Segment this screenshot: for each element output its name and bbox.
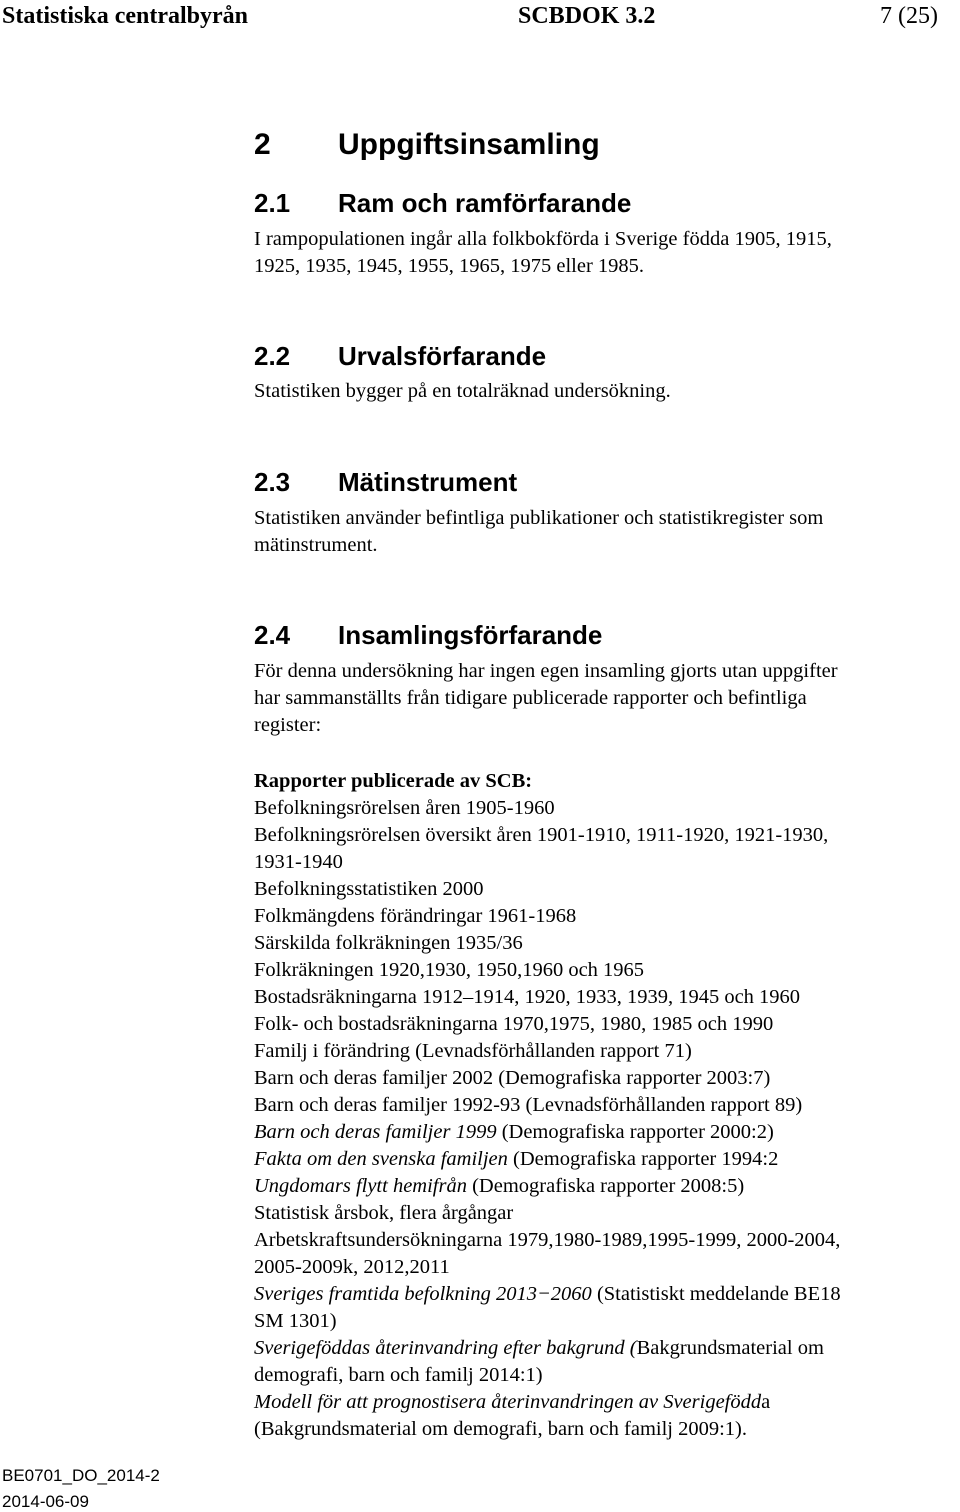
report-item-text: Statistisk årsbok, flera årgångar	[254, 1202, 514, 1224]
report-item-text: Arbetskraftsundersökningarna 1979,1980-1989,1995-1999, 2000-2004,	[254, 1229, 841, 1251]
report-item	[254, 876, 954, 903]
report-item	[254, 957, 954, 984]
report-item	[254, 984, 954, 1011]
report-item	[254, 1389, 954, 1416]
report-item	[254, 795, 954, 822]
report-item-italic-title: Barn och deras familjer 1999	[254, 1121, 497, 1143]
report-item-text: Särskilda folkräkningen 1935/36	[254, 932, 523, 954]
section-text-2-4	[254, 658, 944, 739]
report-item-text: Familj i förändring (Levnadsförhållanden rapport 71)	[254, 1040, 692, 1062]
report-item-text: Befolkningsstatistiken 2000	[254, 878, 484, 900]
report-item-text: SM 1301)	[254, 1310, 337, 1332]
report-item	[254, 849, 954, 876]
header-organization: Statistiska centralbyrån	[2, 3, 248, 29]
section-heading-2-1	[254, 188, 631, 218]
report-item-text: demografi, barn och familj 2014:1)	[254, 1364, 543, 1386]
report-item	[254, 1308, 954, 1335]
report-item-italic-title: Sverigeföddas återinvandring efter bakgrund (	[254, 1337, 637, 1359]
text-line: Statistiken använder befintliga publikationer och statistikregister som	[254, 507, 824, 529]
text-line: har sammanställts från tidigare publicerade rapporter och befintliga	[254, 687, 807, 709]
report-item-text: 2005-2009k, 2012,2011	[254, 1256, 450, 1278]
text-line: mätinstrument.	[254, 534, 378, 556]
report-item	[254, 1227, 954, 1254]
report-item	[254, 1038, 954, 1065]
section-text-2-1	[254, 226, 944, 280]
report-item-text: (Demografiska rapporter 1994:2	[507, 1148, 779, 1170]
report-item	[254, 1200, 954, 1227]
report-list	[254, 768, 954, 1443]
footer-document-id: BE0701_DO_2014-2	[2, 1466, 160, 1485]
chapter-number: 2	[254, 128, 271, 161]
report-item	[254, 1011, 954, 1038]
chapter-title: Uppgiftsinsamling	[338, 128, 600, 161]
report-item	[254, 822, 954, 849]
report-item-text: (Demografiska rapporter 2008:5)	[466, 1175, 745, 1197]
report-item-text: Folk- och bostadsräkningarna 1970,1975, 1980, 1985 och 1990	[254, 1013, 774, 1035]
report-item-text: 1931-1940	[254, 851, 343, 873]
footer-date: 2014-06-09	[2, 1492, 89, 1511]
report-item-text: Folkmängdens förändringar 1961-1968	[254, 905, 577, 927]
chapter-heading	[254, 128, 600, 162]
report-item	[254, 1416, 954, 1443]
report-item-italic-title: Ungdomars flytt hemifrån	[254, 1175, 467, 1197]
report-item-text: Befolkningsrörelsen åren 1905-1960	[254, 797, 555, 819]
section-number: 2.3	[254, 467, 291, 497]
section-title: Mätinstrument	[338, 467, 518, 497]
report-item	[254, 1173, 954, 1200]
report-item	[254, 1335, 954, 1362]
text-line: register:	[254, 714, 322, 736]
report-item	[254, 1119, 954, 1146]
text-line: 1925, 1935, 1945, 1955, 1965, 1975 eller 1985.	[254, 255, 645, 277]
report-item-text: (Demografiska rapporter 2000:2)	[496, 1121, 774, 1143]
report-item-text: Bostadsräkningarna 1912–1914, 1920, 1933, 1939, 1945 och 1960	[254, 986, 801, 1008]
report-item	[254, 1146, 954, 1173]
section-heading-2-3	[254, 467, 517, 497]
header-document-id: SCBDOK 3.2	[518, 3, 656, 29]
report-item-text: (Bakgrundsmaterial om demografi, barn och familj 2009:1).	[254, 1418, 748, 1440]
section-title: Urvalsförfarande	[338, 341, 547, 371]
report-item	[254, 1065, 954, 1092]
report-item-text: Barn och deras familjer 1992-93 (Levnadsförhållanden rapport 89)	[254, 1094, 803, 1116]
report-item-text: (Statistiskt meddelande BE18	[591, 1283, 841, 1305]
report-item-text: Barn och deras familjer 2002 (Demografiska rapporter 2003:7)	[254, 1067, 771, 1089]
report-items	[254, 795, 954, 1443]
header-page-number: 7 (25)	[880, 3, 938, 29]
report-item	[254, 1254, 954, 1281]
section-number: 2.1	[254, 188, 291, 218]
report-item	[254, 1362, 954, 1389]
report-item	[254, 1092, 954, 1119]
report-item	[254, 903, 954, 930]
section-heading-2-4	[254, 620, 602, 650]
section-heading-2-2	[254, 341, 546, 371]
report-item	[254, 1281, 954, 1308]
report-item-italic-title: Fakta om den svenska familjen	[254, 1148, 508, 1170]
report-item	[254, 930, 954, 957]
report-item-text: Befolkningsrörelsen översikt åren 1901-1910, 1911-1920, 1921-1930,	[254, 824, 829, 846]
report-item-italic-title: Sveriges framtida befolkning 2013−2060	[254, 1283, 592, 1305]
report-list-title: Rapporter publicerade av SCB:	[254, 770, 533, 792]
text-line: Statistiken bygger på en totalräknad undersökning.	[254, 380, 671, 402]
report-item-italic-title: Modell för att prognostisera återinvandringen av Sverigefödd	[254, 1391, 762, 1413]
report-item-text: Bakgrundsmaterial om	[636, 1337, 824, 1359]
text-line: I rampopulationen ingår alla folkbokförda i Sverige födda 1905, 1915,	[254, 228, 832, 250]
report-item-text: Folkräkningen 1920,1930, 1950,1960 och 1965	[254, 959, 645, 981]
section-number: 2.2	[254, 341, 291, 371]
text-line: För denna undersökning har ingen egen insamling gjorts utan uppgifter	[254, 660, 838, 682]
section-title: Ram och ramförfarande	[338, 188, 632, 218]
section-text-2-3	[254, 505, 944, 559]
report-item-text: a	[761, 1391, 771, 1413]
section-text-2-2	[254, 378, 944, 405]
section-number: 2.4	[254, 620, 291, 650]
section-title: Insamlingsförfarande	[338, 620, 603, 650]
